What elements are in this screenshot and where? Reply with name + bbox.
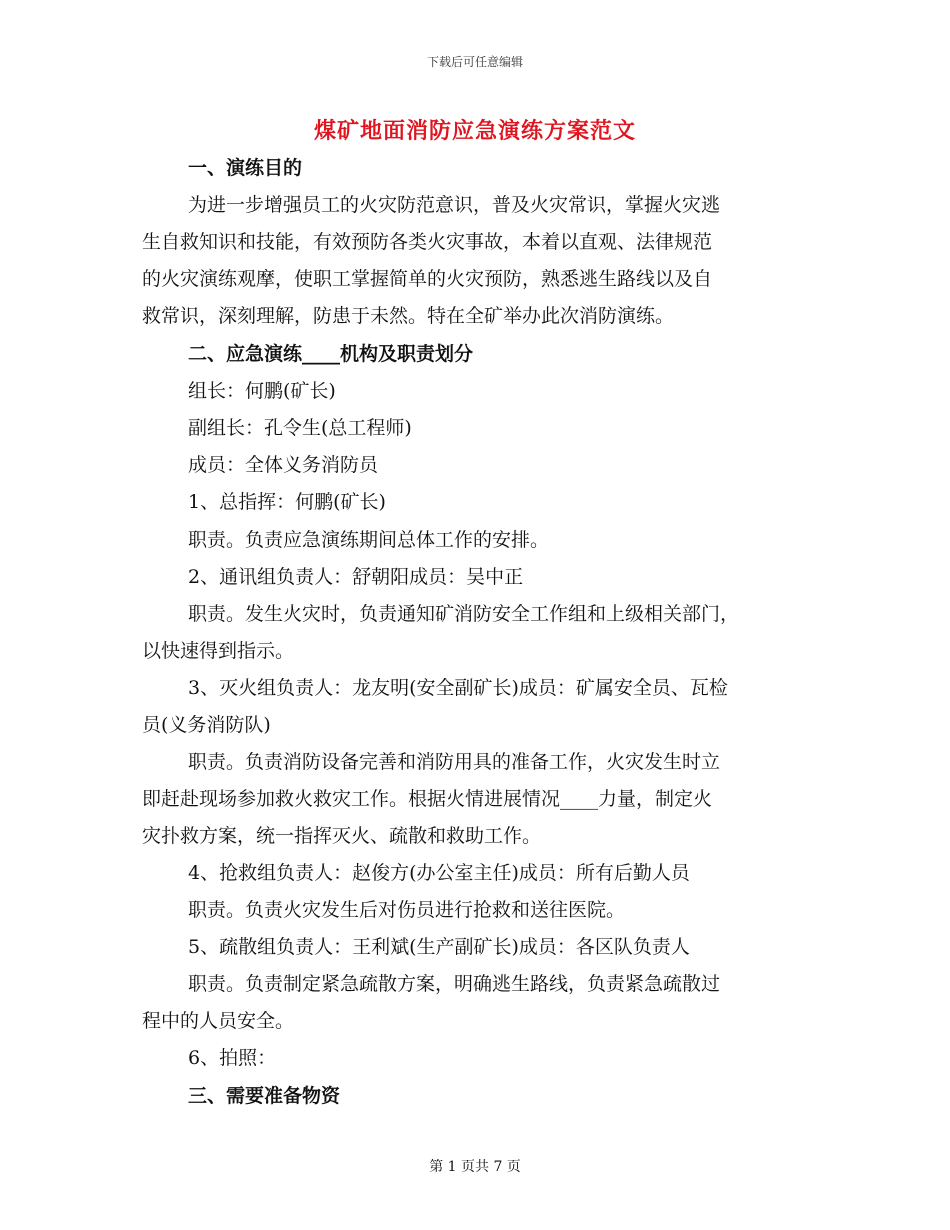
paragraph-line: 程中的人员安全。 <box>142 1010 295 1032</box>
paragraph-line: 4、抢救组负责人：赵俊方(办公室主任)成员：所有后勤人员 <box>188 862 690 884</box>
paragraph-line: 即赶赴现场参加救火救灾工作。根据火情进展情况____力量，制定火 <box>142 788 713 810</box>
section-heading-purpose: 一、演练目的 <box>188 157 303 179</box>
paragraph-line: 灾扑救方案，统一指挥灭火、疏散和救助工作。 <box>142 825 542 847</box>
paragraph-line: 组长：何鹏(矿长) <box>188 380 336 402</box>
paragraph-line: 5、疏散组负责人：王利斌(生产副矿长)成员：各区队负责人 <box>188 936 690 958</box>
page-number: 第 1 页共 7 页 <box>429 1159 521 1175</box>
document-title: 煤矿地面消防应急演练方案范文 <box>313 118 636 144</box>
paragraph-line: 员(义务消防队) <box>142 714 271 736</box>
paragraph-line: 为进一步增强员工的火灾防范意识，普及火灾常识，掌握火灾逃 <box>188 194 721 216</box>
paragraph-line: 以快速得到指示。 <box>142 640 295 662</box>
paragraph-line: 职责。负责消防设备完善和消防用具的准备工作，火灾发生时立 <box>188 751 721 773</box>
paragraph-line: 职责。负责应急演练期间总体工作的安排。 <box>188 529 550 551</box>
paragraph-line: 的火灾演练观摩，使职工掌握简单的火灾预防，熟悉逃生路线以及自 <box>142 268 713 290</box>
paragraph-line: 2、通讯组负责人：舒朝阳成员：吴中正 <box>188 566 524 588</box>
paragraph-line: 生自救知识和技能，有效预防各类火灾事故，本着以直观、法律规范 <box>142 231 713 253</box>
header-note: 下载后可任意编辑 <box>426 55 523 69</box>
paragraph-line: 3、灭火组负责人：龙友明(安全副矿长)成员：矿属安全员、瓦检 <box>188 677 728 699</box>
paragraph-line: 副组长：孔令生(总工程师) <box>188 417 412 439</box>
section-heading-organization: 二、应急演练____机构及职责划分 <box>188 343 474 365</box>
paragraph-line: 6、拍照： <box>188 1047 277 1069</box>
paragraph-line: 救常识，深刻理解，防患于未然。特在全矿举办此次消防演练。 <box>142 305 675 327</box>
paragraph-line: 1、总指挥：何鹏(矿长) <box>188 491 386 513</box>
paragraph-line: 职责。负责火灾发生后对伤员进行抢救和送往医院。 <box>188 899 626 921</box>
paragraph-line: 职责。负责制定紧急疏散方案，明确逃生路线，负责紧急疏散过 <box>188 973 721 995</box>
paragraph-line: 职责。发生火灾时，负责通知矿消防安全工作组和上级相关部门， <box>188 603 740 625</box>
section-heading-materials: 三、需要准备物资 <box>188 1085 341 1107</box>
paragraph-line: 成员：全体义务消防员 <box>188 454 379 476</box>
